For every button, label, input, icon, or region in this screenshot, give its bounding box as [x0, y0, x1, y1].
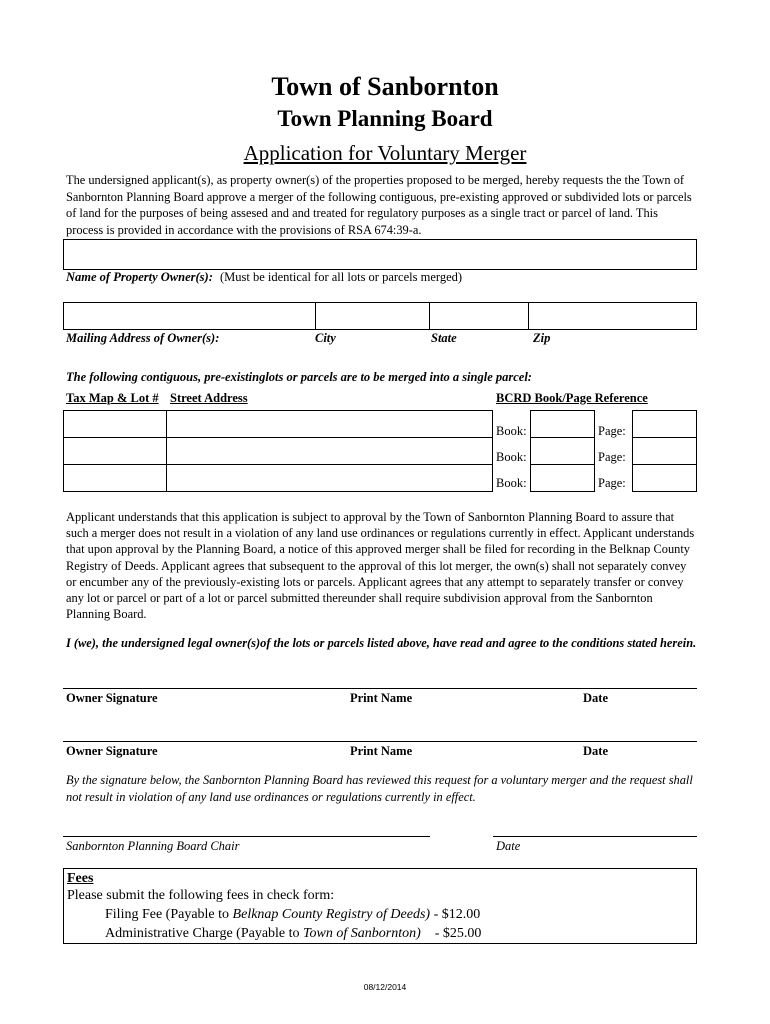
filing-fee-amount: - $12.00 — [430, 907, 481, 922]
filing-fee-payee: Belknap County Registry of Deeds) — [232, 907, 431, 922]
board-review-statement: By the signature below, the Sanbornton Planning Board has reviewed this request for a voluntary merger and the request shall not result in violation of any land use ordinances or regulations currently in effect. — [66, 773, 693, 804]
page-label: Page: — [598, 424, 626, 438]
admin-fee-amount: - $25.00 — [420, 926, 482, 941]
admin-fee-payee: Town of Sanbornton) — [303, 926, 421, 941]
book-field[interactable] — [530, 464, 595, 492]
date-label: Date — [583, 744, 608, 758]
form-title: Application for Voluntary Merger — [243, 141, 527, 165]
print-name-label: Print Name — [350, 744, 413, 758]
state-field[interactable] — [429, 302, 529, 330]
street-address-field[interactable] — [166, 437, 493, 465]
fees-box — [63, 868, 697, 944]
footer-date: 08/12/2014 — [363, 982, 407, 992]
taxmap-column-header: Tax Map & Lot # — [66, 391, 159, 405]
admin-fee-line — [105, 926, 481, 942]
owner-name-label: Name of Property Owner(s): — [66, 270, 213, 284]
city-field[interactable] — [315, 302, 430, 330]
fees-instruction: Please submit the following fees in check form: — [67, 888, 335, 903]
page-field[interactable] — [632, 410, 697, 438]
mailing-address-label: Mailing Address of Owner(s): — [66, 331, 220, 345]
admin-fee-prefix: Administrative Charge (Payable to — [105, 926, 304, 941]
book-field[interactable] — [530, 410, 595, 438]
fees-heading: Fees — [67, 871, 94, 886]
chair-label: Sanbornton Planning Board Chair — [66, 839, 240, 853]
zip-label: Zip — [533, 331, 551, 345]
state-label: State — [431, 331, 457, 345]
owner-name-label-row — [66, 270, 462, 285]
taxmap-field[interactable] — [63, 464, 167, 492]
conditions-paragraph: Applicant understands that this application is subject to approval by the Town of Sanbornton Planning Board to assure that such a merger does not result in a violation of any land use ordinances or regulations currently in effect. Applicant understands that upon approval by the Planning Board, a notice of this approved merger shall be filed for recording in the Belknap County Registry of Deeds. Applicant agrees that subsequent to the approval of this lot merger, the own(s) shall not separately convey or encumber any of the previously-existing lots or parcels. Applicant agrees that any attempt to separately transfer or convey any lot or parcel or part of a lot or parcel submitted thereunder shall require subdivision approval from the Sanbornton Planning Board. — [66, 510, 695, 621]
filing-fee-prefix: Filing Fee (Payable to — [105, 907, 233, 922]
owner-name-field[interactable] — [63, 239, 697, 270]
book-label: Book: — [496, 476, 527, 490]
intro-paragraph: The undersigned applicant(s), as property owner(s) of the properties proposed to be merged, hereby requests the the Town of Sanbornton Planning Board approve a merger of the following contiguous, pre-existing approved or subdivided lots or parcels of land for the purposes of being assesed and and treated for regulatory purposes as a single tract or parcel of land. This process is provided in accordance with the provisions of RSA 674:39-a. — [66, 173, 692, 237]
zip-field[interactable] — [528, 302, 697, 330]
filing-fee-line — [105, 907, 480, 923]
date-label: Date — [583, 691, 608, 705]
taxmap-field[interactable] — [63, 410, 167, 438]
street-column-header: Street Address — [170, 391, 248, 405]
print-name-label: Print Name — [350, 691, 413, 705]
book-label: Book: — [496, 424, 527, 438]
mailing-address-field[interactable] — [63, 302, 316, 330]
page-label: Page: — [598, 476, 626, 490]
parcels-intro: The following contiguous, pre-existinglots or parcels are to be merged into a single parcel: — [66, 370, 532, 384]
page-field[interactable] — [632, 437, 697, 465]
taxmap-field[interactable] — [63, 437, 167, 465]
town-title: Town of Sanbornton — [271, 72, 499, 101]
chair-signature-line[interactable] — [63, 836, 430, 837]
street-address-field[interactable] — [166, 410, 493, 438]
agreement-statement: I (we), the undersigned legal owner(s)of the lots or parcels listed above, have read and agree to the conditions stated herein. — [66, 636, 696, 650]
chair-date-label: Date — [496, 839, 521, 853]
owner-signature-label: Owner Signature — [66, 691, 158, 705]
chair-date-line[interactable] — [493, 836, 697, 837]
book-label: Book: — [496, 450, 527, 464]
page-field[interactable] — [632, 464, 697, 492]
book-field[interactable] — [530, 437, 595, 465]
bcrd-column-header: BCRD Book/Page Reference — [496, 391, 648, 405]
street-address-field[interactable] — [166, 464, 493, 492]
signature-line[interactable] — [63, 741, 697, 742]
signature-line[interactable] — [63, 688, 697, 689]
owner-name-note: (Must be identical for all lots or parcels merged) — [219, 270, 463, 284]
city-label: City — [315, 331, 336, 345]
owner-signature-label: Owner Signature — [66, 744, 158, 758]
board-title: Town Planning Board — [277, 106, 493, 131]
page-label: Page: — [598, 450, 626, 464]
